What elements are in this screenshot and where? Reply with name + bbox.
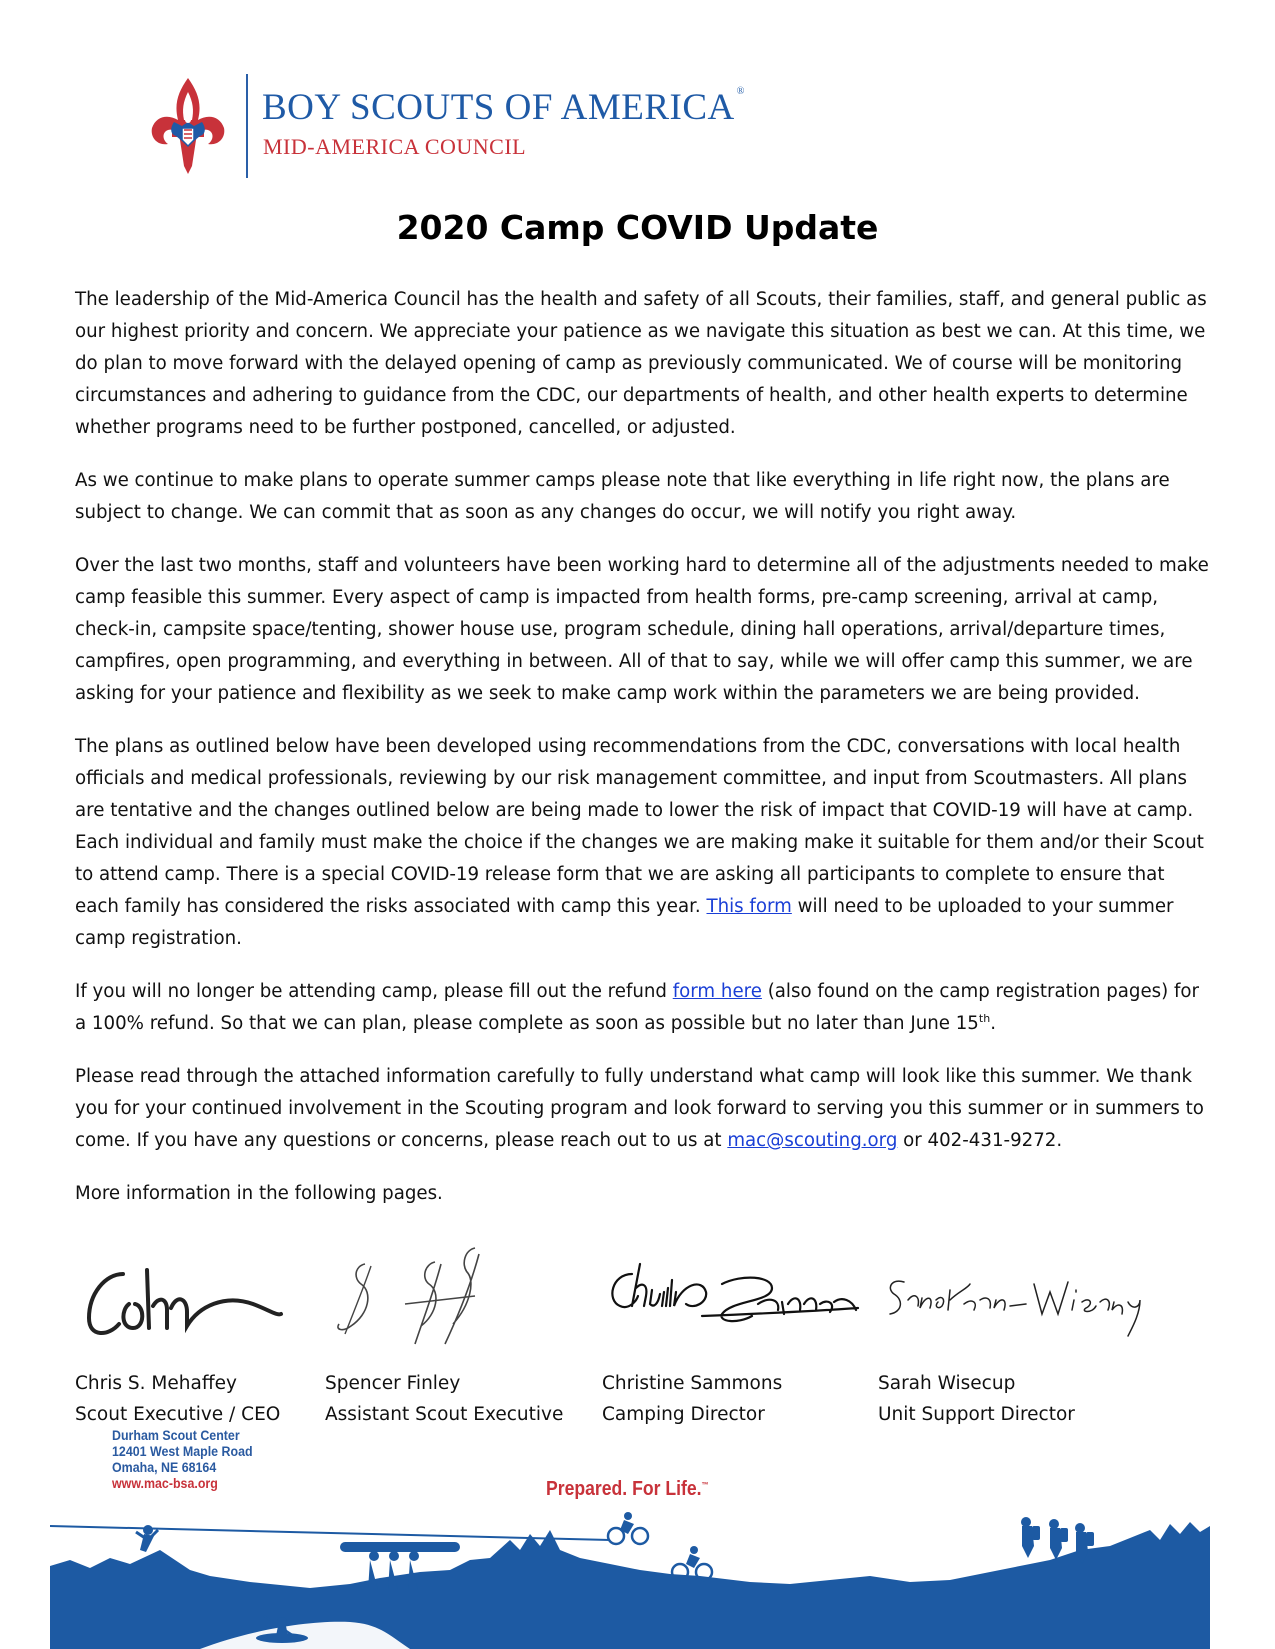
council-name: MID-AMERICA COUNCIL xyxy=(263,134,527,159)
signatory-name: Spencer Finley xyxy=(325,1373,461,1394)
letterhead-divider xyxy=(246,74,248,178)
paragraph-2: As we continue to make plans to operate summer camps please note that like everything in life right now, the plans are subject to change. We can commit that as soon as any changes do occur, we will notify you right away. xyxy=(75,470,1170,523)
fleur-de-lis-logo xyxy=(148,74,228,178)
signatory-title: Unit Support Director xyxy=(878,1404,1075,1425)
closing-line: More information in the following pages. xyxy=(75,1183,443,1204)
outdoor-activities-banner xyxy=(50,1510,1210,1649)
signatory-4 xyxy=(878,1244,1148,1425)
signatory-2 xyxy=(325,1244,564,1425)
signature-image xyxy=(602,1244,862,1359)
email-link[interactable]: mac@scouting.org xyxy=(727,1130,898,1151)
paragraph-4: The plans as outlined below have been developed using recommendations from the CDC, conversations with local health officials and medical professionals, reviewing by our risk management committee, and input from Scoutmasters. All plans are tentative and the changes outlined below are being made to lower the risk of impact that COVID-19 will have at camp. Each individual and family must make the choice if the changes we are making make it suitable for them and/or their Scout to attend camp. There is a special COVID-19 release form that we are asking all participants to complete to ensure that each family has considered the risks associated with camp this year. This form will need to be uploaded to your summer camp registration. xyxy=(75,736,1204,949)
signature-block xyxy=(75,1244,1215,1425)
letterhead xyxy=(148,74,768,178)
signatory-title: Camping Director xyxy=(602,1404,765,1425)
signatory-name: Sarah Wisecup xyxy=(878,1373,1016,1394)
signature-image xyxy=(75,1244,295,1359)
signature-image xyxy=(325,1244,525,1359)
letter-body xyxy=(75,284,1210,1231)
refund-form-link[interactable]: form here xyxy=(672,981,762,1002)
signatory-3 xyxy=(602,1244,862,1425)
paragraph-6: Please read through the attached information carefully to fully understand what camp will look like this summer. We thank you for your continued involvement in the Scouting program and look forward to serving you this summer or in summers to come. If you have any questions or concerns, please reach out to us at mac@scouting.org or 402-431-9272. xyxy=(75,1066,1204,1151)
council-address: Durham Scout Center 12401 West Maple Road Omaha, NE 68164 www.mac-bsa.org xyxy=(112,1428,253,1491)
website-text: www.mac-bsa.org xyxy=(112,1476,218,1491)
tagline: Prepared. For Life.™ xyxy=(546,1478,709,1500)
signatory-1 xyxy=(75,1244,295,1425)
signature-image xyxy=(878,1244,1148,1359)
document-title: 2020 Camp COVID Update xyxy=(396,208,879,247)
org-name: BOY SCOUTS OF AMERICA ® xyxy=(262,86,745,128)
signatory-name: Chris S. Mehaffey xyxy=(75,1373,237,1394)
signatory-title: Scout Executive / CEO xyxy=(75,1404,281,1425)
signatory-name: Christine Sammons xyxy=(602,1373,783,1394)
paragraph-5: If you will no longer be attending camp, please fill out the refund form here (also found on the camp registration pages) for a 100% refund. So that we can plan, please complete as soon as possible but no later than June 15th. xyxy=(75,981,1200,1034)
paragraph-1: The leadership of the Mid-America Council has the health and safety of all Scouts, their families, staff, and general public as our highest priority and concern. We appreciate your patience as we navigate this situation as best we can. At this time, we do plan to move forward with the delayed opening of camp as previously communicated. We of course will be monitoring circumstances and adhering to guidance from the CDC, our departments of health, and other health experts to determine whether programs need to be further postponed, cancelled, or adjusted. xyxy=(75,289,1207,438)
signatory-title: Assistant Scout Executive xyxy=(325,1404,564,1425)
release-form-link[interactable]: This form xyxy=(706,896,792,917)
paragraph-3: Over the last two months, staff and volunteers have been working hard to determine all of the adjustments needed to make camp feasible this summer. Every aspect of camp is impacted from health forms, pre-camp screening, arrival at camp, check-in, campsite space/tenting, shower house use, program schedule, dining hall operations, arrival/departure times, campfires, open programming, and everything in between. All of that to say, while we will offer camp this summer, we are asking for your patience and flexibility as we seek to make camp work within the parameters we are being provided. xyxy=(75,555,1209,704)
